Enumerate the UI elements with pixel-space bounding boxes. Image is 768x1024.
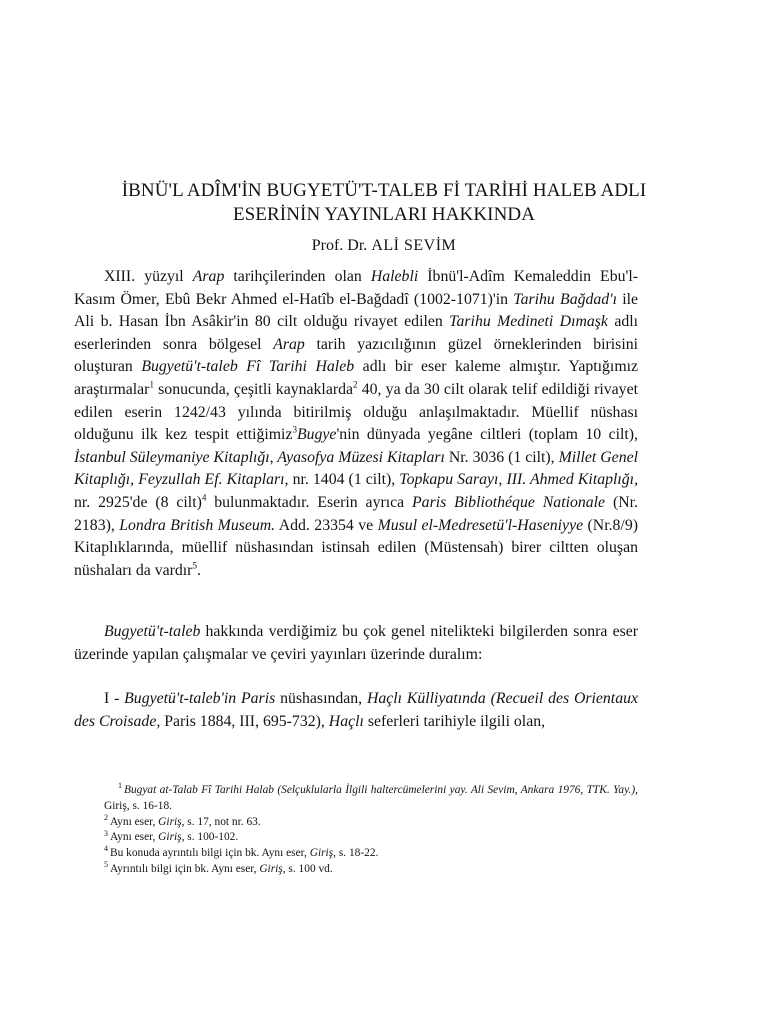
author-name: ALİ SEVİM [371, 237, 457, 254]
footnote-number: 1 [118, 781, 122, 791]
text: 40, ya da 30 cilt olarak telif edildiği rivayet edilen eserin 1242/43 yılında bitirilmiş olduğu anlaşılmaktadır. Müellif nüshası olduğunu ilk kez tespit ettiğimiz [74, 380, 638, 444]
footnote-number: 2 [104, 812, 108, 822]
footnote-3 [104, 830, 638, 846]
italic-text: Bugyetü't-taleb [104, 623, 201, 640]
paragraph-3 [74, 688, 638, 733]
footnote-ref-4: 4 [201, 492, 207, 503]
footnotes [104, 783, 638, 878]
author-title: Prof. Dr. [311, 237, 368, 254]
text: (Nr. 2183), [74, 493, 638, 534]
text: , s. 17, not nr. 63. [181, 815, 261, 828]
italic-text: Bugyetü't-taleb Fî Tarihi Haleb [141, 358, 355, 376]
text: Add. 23354 ve [275, 516, 378, 534]
italic-text: Haçlı Külliyatında (Recueil des Orientaux des Croisade, [74, 690, 639, 730]
italic-text: Giriş [259, 862, 283, 875]
italic-text: Giriş [158, 815, 182, 828]
text: XIII. yüzyıl [104, 268, 193, 285]
italic-text: Arap [192, 268, 225, 285]
text: Ayrıntılı bilgi için bk. Aynı eser, [110, 862, 260, 875]
text: nr. 2925'de (8 cilt) [74, 493, 202, 511]
footnote-1 [90, 783, 638, 815]
text: adlı bir eser kaleme almıştır. Yaptığımız araştırmalar [74, 358, 639, 398]
italic-text: Giriş [158, 831, 182, 844]
text: , s. 18-22. [333, 847, 379, 860]
text: bulunmaktadır. Eserin ayrıca [206, 493, 413, 511]
footnote-ref-1: 1 [149, 379, 154, 390]
italic-text: Haçlı [328, 712, 364, 730]
italic-text: Tarihu Medineti Dımaşk [449, 313, 608, 331]
text: , s. 100-102. [181, 831, 239, 844]
text: , Giriş, s. 16-18. [104, 784, 638, 812]
text: 'nin dünyada yegâne ciltleri (toplam 10 cilt), [336, 426, 638, 444]
text: Aynı eser, [110, 831, 159, 844]
text: sonucunda, çeşitli kaynaklarda [153, 380, 353, 398]
text: I - [104, 690, 125, 707]
italic-text: Arap [273, 335, 305, 353]
text: Nr. 3036 (1 cilt), [444, 448, 559, 466]
italic-text: Halebli [370, 268, 419, 285]
text: nr. 1404 (1 cilt), [288, 471, 400, 489]
text: (Nr.8/9) Kitaplıklarında, müellif nüshasından istinsah edilen (Müstensah) birer ciltten oluşan nüshaları da vardır [74, 516, 638, 579]
footnote-number: 3 [104, 828, 108, 838]
italic-text: Bugye [296, 426, 337, 444]
footnote-4 [104, 846, 638, 862]
italic-text: Bugyat at-Talab Fî Tarihi Halab (Selçuklularla İlgili haltercümelerini yay. Ali Sevim, Ankara 1976, TTK. Yay.) [124, 784, 636, 796]
footnote-ref-2: 2 [353, 379, 358, 390]
footnote-number: 4 [104, 844, 108, 854]
paragraph-1 [74, 266, 638, 582]
footnote-2 [104, 812, 638, 831]
text: nüshasından, [275, 690, 367, 707]
text: Aynı eser, [110, 815, 159, 828]
article-title-line-1: İBNÜ'L ADÎM'İN BUGYETÜ'T-TALEB Fİ TARİHİ HALEB ADLI [121, 180, 647, 201]
footnote-number: 5 [104, 860, 108, 870]
text: ile Ali b. Hasan İbn Asâkir'in 80 cilt olduğu rivayet edilen [74, 290, 638, 331]
article-title-line-2: ESERİNİN YAYINLARI HAKKINDA [232, 204, 536, 225]
footnote-ref-3: 3 [292, 424, 297, 435]
italic-text: Paris Bibliothéque Nationale [412, 493, 606, 511]
text: Paris 1884, III, 695-732), [160, 712, 329, 730]
italic-text: Bugyetü't-taleb'in Paris [124, 690, 276, 707]
footnote-ref-5: 5 [192, 560, 197, 571]
italic-text: Giriş [309, 847, 334, 860]
text: tarihçilerinden olan [224, 268, 371, 285]
italic-text: Millet Genel Kitaplığı, Feyzullah Ef. Kitapları, [74, 448, 638, 489]
italic-text: İstanbul Süleymaniye Kitaplığı, Ayasofya Müzesi Kitapları [74, 448, 445, 466]
text: , s. 100 vd. [282, 862, 333, 875]
text: . [196, 561, 201, 579]
text: tarih yazıcılığının güzel örneklerinden birisini oluşturan [74, 335, 638, 376]
author-byline [90, 236, 678, 256]
text: Bu konuda ayrıntılı bilgi için bk. Aynı eser, [110, 847, 310, 860]
italic-text: Londra British Museum. [119, 516, 276, 534]
italic-text: Topkapu Sarayı, III. Ahmed Kitaplığı, [399, 471, 639, 489]
italic-text: Musul el-Medresetü'l-Haseniyye [377, 516, 584, 534]
footnote-5 [104, 862, 638, 878]
text: hakkında verdiğimiz bu çok genel nitelikteki bilgilerden sonra eser üzerinde yapılan çalışmalar ve çeviri yayınları üzerinde duralım: [74, 623, 638, 663]
text: seferleri tarihiyle ilgili olan, [363, 712, 546, 730]
text: İbnü'l-Adîm Kemaleddin Ebu'l-Kasım Ömer, Ebû Bekr Ahmed el-Hatîb el-Bağdadî (1002-1071)'in [74, 268, 638, 308]
text: adlı eserlerinden sonra bölgesel [74, 313, 639, 353]
italic-text: Tarihu Bağdad'ı [513, 290, 617, 308]
paragraph-2 [74, 621, 638, 666]
